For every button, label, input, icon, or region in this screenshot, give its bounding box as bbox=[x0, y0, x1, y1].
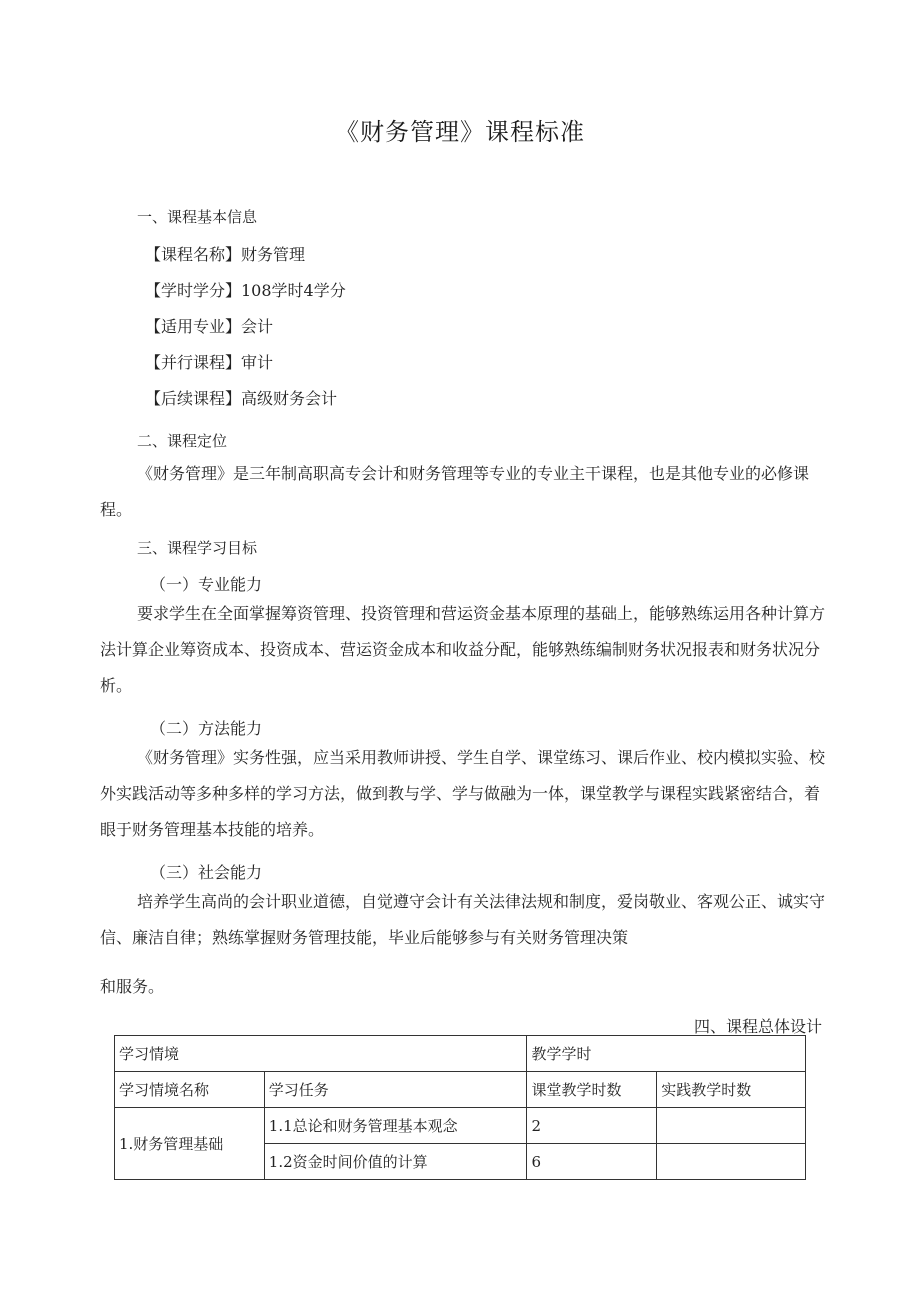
info-hours-credits: 【学时学分】108学时4学分 bbox=[145, 281, 346, 300]
social-ability-paragraph: 培养学生高尚的会计职业道德，自觉遵守会计有关法律法规和制度，爱岗敬业、客观公正、诚实守信、廉洁自律；熟练掌握财务管理技能，毕业后能够参与有关财务管理决策 bbox=[100, 892, 826, 947]
header-teaching-hours: 教学学时 bbox=[527, 1036, 806, 1072]
header-class-hours: 课堂教学时数 bbox=[527, 1072, 657, 1108]
header-learning-task: 学习任务 bbox=[264, 1072, 527, 1108]
task-cell: 1.2资金时间价值的计算 bbox=[264, 1144, 527, 1180]
course-design-table bbox=[114, 1035, 806, 1180]
section-heading-objectives: 三、课程学习目标 bbox=[137, 539, 258, 557]
info-parallel-course: 【并行课程】审计 bbox=[145, 353, 274, 372]
subheading-professional-ability: （一）专业能力 bbox=[150, 575, 263, 594]
practice-hours-cell bbox=[657, 1144, 806, 1180]
table-subheader-row bbox=[115, 1072, 806, 1108]
practice-hours-cell bbox=[657, 1108, 806, 1144]
section-heading-positioning: 二、课程定位 bbox=[137, 432, 228, 450]
professional-ability-paragraph: 要求学生在全面掌握筹资管理、投资管理和营运资金基本原理的基础上，能够熟练运用各种计算方法计算企业筹资成本、投资成本、营运资金成本和收益分配，能够熟练编制财务状况报表和财务状况分析。 bbox=[100, 604, 826, 695]
section-heading-basic-info: 一、课程基本信息 bbox=[137, 208, 258, 226]
situation-name-cell: 1.财务管理基础 bbox=[115, 1108, 265, 1180]
social-ability-paragraph-end: 和服务。 bbox=[100, 977, 165, 996]
subheading-social-ability: （三）社会能力 bbox=[150, 863, 263, 882]
info-follow-up-course: 【后续课程】高级财务会计 bbox=[145, 389, 338, 408]
class-hours-cell: 2 bbox=[527, 1108, 657, 1144]
task-cell: 1.1总论和财务管理基本观念 bbox=[264, 1108, 527, 1144]
info-applicable-major: 【适用专业】会计 bbox=[145, 317, 274, 336]
table-row bbox=[115, 1108, 806, 1144]
section-heading-overall-design: 四、课程总体设计 bbox=[693, 1017, 822, 1036]
page-title: 《财务管理》课程标准 bbox=[335, 118, 585, 146]
info-course-name: 【课程名称】财务管理 bbox=[145, 245, 306, 264]
method-ability-paragraph: 《财务管理》实务性强，应当采用教师讲授、学生自学、课堂练习、课后作业、校内模拟实验、校外实践活动等多种多样的学习方法，做到教与学、学与做融为一体，课堂教学与课程实践紧密结合，着眼于财务管理基本技能的培养。 bbox=[100, 748, 826, 839]
header-practice-hours: 实践教学时数 bbox=[657, 1072, 806, 1108]
subheading-method-ability: （二）方法能力 bbox=[150, 719, 263, 738]
class-hours-cell: 6 bbox=[527, 1144, 657, 1180]
positioning-paragraph: 《财务管理》是三年制高职高专会计和财务管理等专业的专业主干课程，也是其他专业的必修课程。 bbox=[100, 464, 810, 519]
table-header-row bbox=[115, 1036, 806, 1072]
header-learning-situation: 学习情境 bbox=[115, 1036, 527, 1072]
header-situation-name: 学习情境名称 bbox=[115, 1072, 265, 1108]
